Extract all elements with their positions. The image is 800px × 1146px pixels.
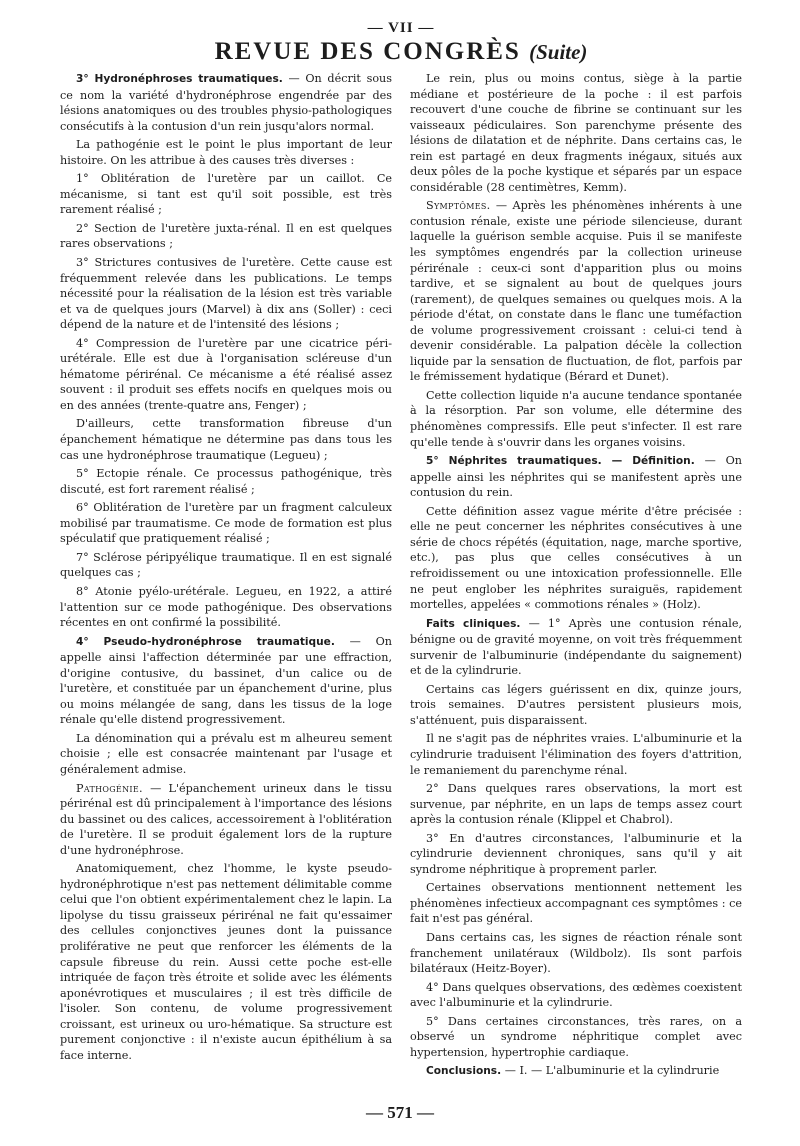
paragraph-text: — L'épanchement urineux dans le tissu périrénal est dû principalement à l'importance des lésions du bassinet ou des calices, accessoirement à l'oblitération de l'uretère. Il se produit également lors de la rupture d'une hydronéphrose. — [60, 781, 392, 857]
paragraph-text: 7° Sclérose péripyélique traumatique. Il en est signalé quelques cas ; — [60, 550, 392, 580]
paragraph-text: 4° Compression de l'uretère par une cicatrice péri-urétérale. Elle est due à l'organisation scléreuse d'un hématome périrénal. Ce mécanisme a été réalisé assez souvent : il produit ses effets nocifs en quelques mois ou en des années (trente-quatre ans, Fenger) ; — [60, 336, 392, 412]
paragraph-text: 1° Oblitération de l'uretère par un caillot. Ce mécanisme, si tant est qu'il soit possible, est très rarement réalisé ; — [60, 172, 392, 217]
paragraph — [410, 388, 742, 450]
paragraph-text: 4° Dans quelques observations, des œdèmes coexistent avec l'albuminurie et la cylindrurie. — [410, 980, 742, 1010]
paragraph-text: Certaines observations mentionnent nettement les phénomènes infectieux accompagnant ces symptômes : ce fait n'est pas général. — [410, 881, 742, 926]
paragraph — [60, 500, 392, 547]
paragraph — [60, 71, 392, 134]
paragraph-text: Certains cas légers guérissent en dix, quinze jours, trois semaines. D'autres persistent plusieurs mois, s'atténuent, puis disparaissent. — [410, 682, 742, 727]
paragraph-text: Il ne s'agit pas de néphrites vraies. L'albuminurie et la cylindrurie traduisent l'élimination des foyers d'attrition, le remaniement du parenchyme rénal. — [410, 732, 742, 777]
paragraph — [60, 466, 392, 497]
paragraph — [410, 1063, 742, 1080]
text-columns — [60, 71, 742, 1083]
page-number: — 571 — — [366, 1103, 434, 1122]
paragraph — [60, 584, 392, 631]
paragraph-text: — 1° Après une contusion rénale, bénigne ou de gravité moyenne, on voit très fréquemment survenir de l'albuminurie (indépendante du saignement) et de la cylindrurie. — [410, 616, 743, 678]
paragraph-text: 8° Atonie pyélo-urétérale. Legueu, en 1922, a attiré l'attention sur ce mode pathogénique. Des observations récentes en ont confirmé la possibilité. — [60, 584, 392, 630]
paragraph-text: Anatomiquement, chez l'homme, le kyste pseudo-hydronéphrotique n'est pas nettement délimitable comme celui que l'on obtient expérimentalement chez le lapin. La lipolyse du tissu graisseux périrénal ne fait qu'essaimer des cellules conjonctives jeunes dont la puissance proliférative ne peut que renforcer les éléments de la capsule fibreuse du rein. Aussi cette poche est-elle intriquée de façon très étroite et solide avec les éléments aponévrotiques et musculaires ; il est très difficile de l'isoler. Son contenu, de volume progressivement croissant, est urineux ou uro-hématique. Sa structure est purement conjonctive : il n'existe aucun épithélium à sa face interne. — [60, 862, 392, 1062]
paragraph — [410, 781, 742, 828]
heading-title: REVUE DES CONGRÈS — [214, 38, 521, 65]
paragraph — [60, 336, 392, 414]
paragraph — [410, 980, 742, 1011]
paragraph-text: — On décrit sous ce nom la variété d'hydronéphrose engendrée par des lésions anatomiques ou des troubles physio-pathologiques consécutifs à la contusion d'un rein jusqu'alors normal. — [60, 72, 392, 133]
paragraph — [60, 137, 392, 168]
section-label: Pathogénie. — [76, 781, 143, 795]
paragraph-text: Dans certains cas, les signes de réaction rénale sont franchement unilatéraux (Wildbolz). Ils sont parfois bilatéraux (Heitz-Boyer). — [410, 930, 742, 976]
paragraph — [410, 616, 742, 679]
paragraph — [60, 781, 392, 859]
paragraph — [60, 861, 392, 1063]
paragraph-text: 5° Ectopie rénale. Ce processus pathogénique, très discuté, est fort rarement réalisé ; — [60, 467, 392, 496]
paragraph-text: La dénomination qui a prévalu est m alheureu sement choisie ; elle est consacrée maintenant par l'usage et généralement admise. — [60, 731, 392, 776]
section-heading — [60, 39, 742, 65]
paragraph — [60, 634, 392, 728]
paragraph-text: 3° En d'autres circonstances, l'albuminurie et la cylindrurie deviennent chroniques, sans qu'il y ait syndrome néphritique à proprement parler. — [410, 831, 742, 876]
section-label: Symptômes. — [426, 199, 491, 213]
paragraph-text: La pathogénie est le point le plus important de leur histoire. On les attribue à des causes très diverses : — [60, 138, 392, 167]
paragraph-text: — On appelle ainsi l'affection déterminée par une effraction, d'origine contusive, du bassinet, d'un calice ou de l'uretère, et constituée par un épanchement d'urine, plus ou moins mélangée de sang, dans les tissus de la loge rénale qu'elle distend progressivement. — [60, 634, 392, 727]
paragraph — [60, 171, 392, 218]
paragraph-text: 6° Oblitération de l'uretère par un fragment calculeux mobilisé par traumatisme. Ce mode de formation est plus spéculatif que pratiquement réalisé ; — [60, 501, 392, 546]
paragraph — [410, 1014, 742, 1061]
paragraph-text: — I. — L'albuminurie et la cylindrurie — [501, 1064, 720, 1078]
paragraph — [410, 71, 742, 195]
paragraph-lead: Conclusions. — [426, 1065, 502, 1078]
paragraph-text: 2° Section de l'uretère juxta-rénal. Il en est quelques rares observations ; — [60, 221, 392, 251]
left-column — [60, 71, 392, 1083]
paragraph-text: Le rein, plus ou moins contus, siège à la partie médiane et postérieure de la poche : il est parfois recouvert d'une couche de fibrine se continuant sur les vaisseaux pédiculaires. Son parenchyme présente des lésions de dilatation et de néphrite. Dans certains cas, le rein est partagé en deux fragments inégaux, situés aux deux pôles de la poche kystique et séparés par un espace considérable (28 centimètres, Kemm). — [410, 72, 742, 194]
paragraph-text: Cette collection liquide n'a aucune tendance spontanée à la résorption. Par son volume, elle détermine des phénomènes compressifs. Elle peut s'infecter. Il est rare qu'elle tende à s'ouvrir dans les organes voisins. — [410, 388, 742, 449]
paragraph — [410, 453, 742, 501]
paragraph — [410, 831, 742, 878]
paragraph — [410, 504, 742, 613]
right-column — [410, 71, 742, 1083]
paragraph — [410, 682, 742, 729]
paragraph — [410, 198, 742, 385]
paragraph-text: 2° Dans quelques rares observations, la mort est survenue, par néphrite, en un laps de temps assez court après la contusion rénale (Klippel et Chabrol). — [410, 782, 742, 827]
paragraph — [410, 731, 742, 778]
paragraph-lead: Faits cliniques. — [426, 617, 521, 630]
paragraph-text: D'ailleurs, cette transformation fibreuse d'un épanchement hématique ne détermine pas dans tous les cas une hydronéphrose traumatique (Legueu) ; — [60, 417, 392, 462]
paragraph-lead: 5° Néphrites traumatiques. — Définition. — [426, 455, 695, 468]
roman-page-number: — VII — — [367, 20, 435, 36]
heading-subtitle: (Suite) — [529, 40, 588, 64]
paragraph — [60, 731, 392, 778]
paragraph-text: Cette définition assez vague mérite d'être précisée : elle ne peut concerner les néphrites consécutives à une série de chocs répétés (équitation, nage, marche sportive, etc.), pas plus que celles consécutives à un refroidissement ou une intoxication professionnelle. Elle ne peut englober les néphrites suraiguës, rapidement mortelles, appelées « commotions rénales » (Holz). — [410, 504, 742, 612]
paragraph — [410, 880, 742, 927]
paragraph-text: 3° Strictures contusives de l'uretère. Cette cause est fréquemment relevée dans les publications. Le temps nécessité pour la réalisation de la lésion est très variable et va de quelques jours (Marvel) à dix ans (Soller) : ceci dépend de la nature et de l'intensité des lésions ; — [60, 256, 392, 332]
paragraph-text: 5° Dans certaines circonstances, très rares, on a observé un syndrome néphritique complet avec hypertension, hypertrophie cardiaque. — [410, 1014, 742, 1059]
paragraph-lead: 4° Pseudo-hydronéphrose traumatique. — [76, 635, 335, 648]
paragraph — [60, 416, 392, 463]
paragraph-lead: 3° Hydronéphroses traumatiques. — [76, 73, 283, 85]
paragraph — [60, 221, 392, 252]
paragraph — [410, 930, 742, 977]
paragraph — [60, 255, 392, 333]
paragraph-text: — On appelle ainsi les néphrites qui se manifestent après une contusion du rein. — [410, 454, 742, 500]
paragraph-text: — Après les phénomènes inhérents à une contusion rénale, existe une période silencieuse, durant laquelle la guérison semble acquise. Puis il se manifeste les symptômes engendrés par la collection urineuse périrénale : ceux-ci sont d'apparition plus ou moins tardive, et se signalent au bout de quelques jours (rarement), de quelques semaines ou quelques mois. A la période d'état, on constate dans le flanc une tuméfaction de volume progressivement croissant : celui-ci tend à devenir considérable. La palpation décèle la collection liquide par la sensation de fluctuation, de flot, parfois par le frémissement hydatique (Bérard et Dunet). — [410, 199, 742, 384]
paragraph — [60, 550, 392, 581]
